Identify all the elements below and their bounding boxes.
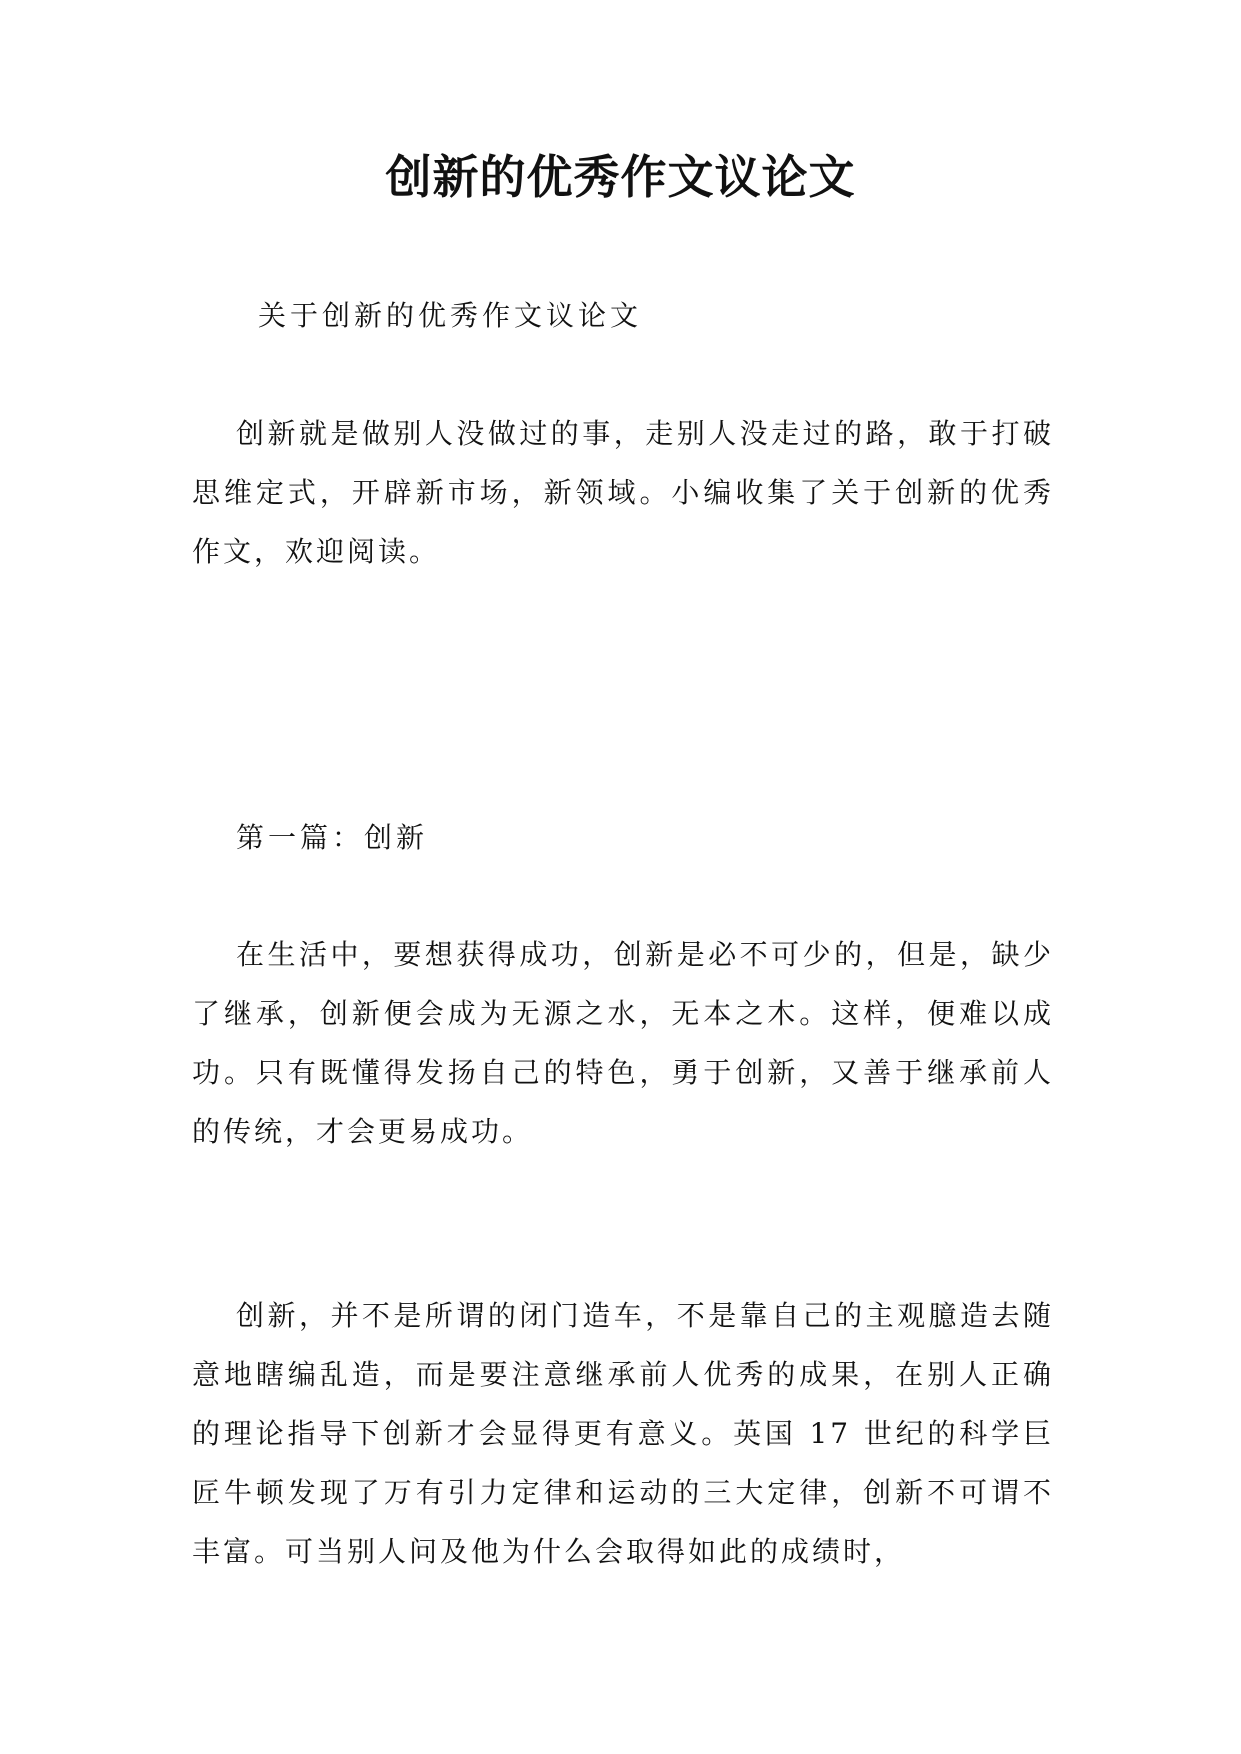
section-heading: 第一篇：创新 (236, 821, 429, 854)
document-subtitle: 关于创新的优秀作文议论文 (258, 299, 643, 332)
intro-paragraph: 创新就是做别人没做过的事，走别人没走过的路，敢于打破思维定式，开辟新市场，新领域。小编收集了关于创新的优秀作文，欢迎阅读。 (192, 417, 1054, 568)
body-paragraph-1: 在生活中，要想获得成功，创新是必不可少的，但是，缺少了继承，创新便会成为无源之水，无本之木。这样，便难以成功。只有既懂得发扬自己的特色，勇于创新，又善于继承前人的传统，才会更易成功。 (192, 938, 1054, 1148)
document-title: 创新的优秀作文议论文 (385, 150, 856, 204)
body-paragraph-2: 创新，并不是所谓的闭门造车，不是靠自己的主观臆造去随意地瞎编乱造，而是要注意继承前人优秀的成果，在别人正确的理论指导下创新才会显得更有意义。英国 17 世纪的科学巨匠牛顿发现了万有引力定律和运动的三大定律，创新不可谓不丰富。可当别人问及他为什么会取得如此的成绩时， (192, 1299, 1054, 1568)
